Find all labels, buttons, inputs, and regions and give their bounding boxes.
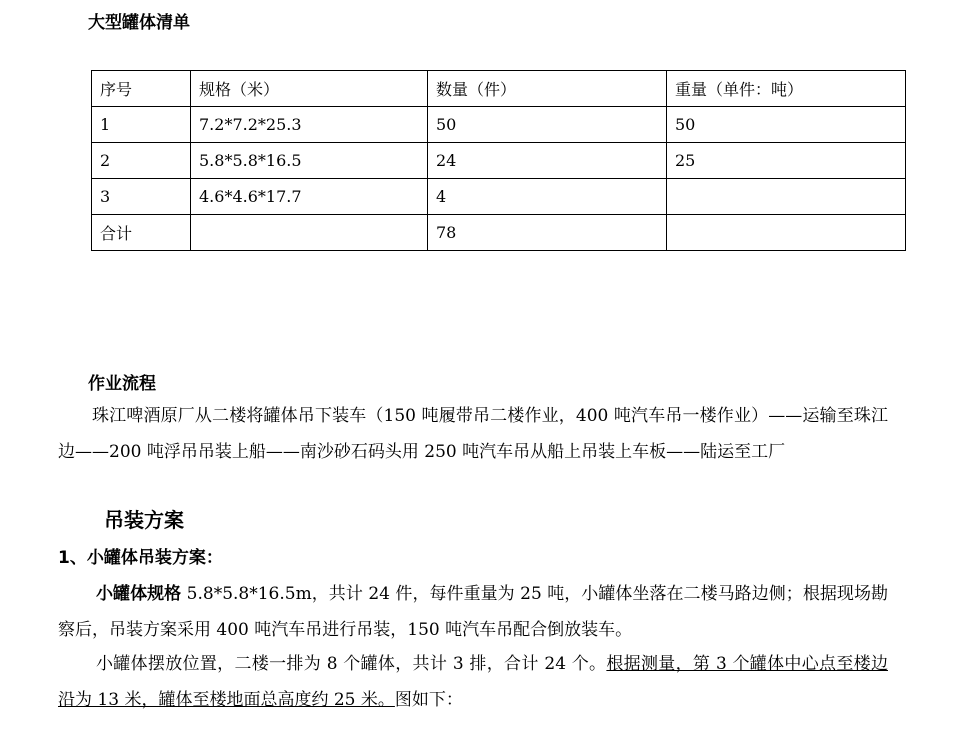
header-cell: 数量（件）: [428, 71, 667, 107]
table-cell: 4: [428, 179, 667, 215]
table-row: [92, 107, 906, 143]
header-cell: 规格（米）: [191, 71, 428, 107]
table-cell: 50: [667, 107, 906, 143]
table-cell: [191, 215, 428, 251]
table-cell: 50: [428, 107, 667, 143]
table-cell: [667, 179, 906, 215]
table-cell: 2: [92, 143, 191, 179]
spec-label: 小罐体规格: [96, 584, 182, 604]
plan-paragraph-1: [58, 576, 888, 648]
table-cell: 78: [428, 215, 667, 251]
table-row: [92, 143, 906, 179]
table-cell: 3: [92, 179, 191, 215]
placement-text: 小罐体摆放位置，二楼一排为 8 个罐体，共计 3 排，合计 24 个。: [96, 654, 607, 674]
workflow-title: 作业流程: [88, 374, 156, 394]
table-row: [92, 179, 906, 215]
table-cell: 合计: [92, 215, 191, 251]
figure-intro-text: 图如下：: [394, 690, 463, 710]
table-cell: 5.8*5.8*16.5: [191, 143, 428, 179]
tank-list-table: [91, 70, 906, 251]
table-header-row: [92, 71, 906, 107]
table-cell: [667, 215, 906, 251]
plan-paragraph-2: [58, 646, 888, 718]
workflow-paragraph: 珠江啤酒原厂从二楼将罐体吊下装车（150 吨履带吊二楼作业，400 吨汽车吊一楼作业）——运输至珠江边——200 吨浮吊吊装上船——南沙砂石码头用 250 吨汽车吊从船上吊装上车板——陆运至工厂: [58, 406, 888, 462]
plan-subtitle: 1、小罐体吊装方案：: [58, 548, 223, 568]
table-cell: 7.2*7.2*25.3: [191, 107, 428, 143]
table-cell: 4.6*4.6*17.7: [191, 179, 428, 215]
spec-text: 5.8*5.8*16.5m，共计 24 件，每件重量为 25 吨，小罐体坐落在二楼马路边侧；根据现场勘察后，吊装方案采用 400 吨汽车吊进行吊装，150 吨汽车吊配合倒放装车。: [58, 584, 889, 640]
table-cell: 25: [667, 143, 906, 179]
table-cell: 1: [92, 107, 191, 143]
header-cell: 重量（单件：吨）: [667, 71, 906, 107]
measurement-text: 根据测量，第 3 个罐体中心点至楼边沿为 13 米，罐体至楼地面总高度约 25 米。: [58, 654, 888, 710]
table-total-row: [92, 215, 906, 251]
plan-title: 吊装方案: [104, 508, 184, 532]
table-cell: 24: [428, 143, 667, 179]
header-cell: 序号: [92, 71, 191, 107]
section-title: 大型罐体清单: [88, 13, 190, 33]
